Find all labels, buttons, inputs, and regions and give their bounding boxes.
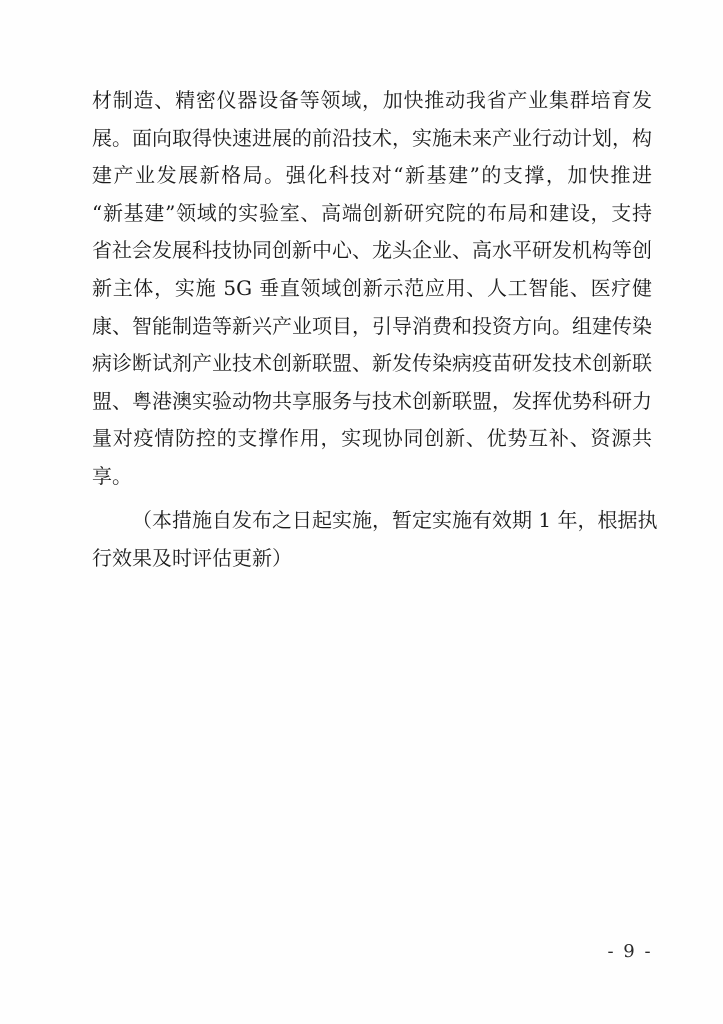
text-line: “新基建”领域的实验室、高端创新研究院的布局和建设，支持 — [92, 200, 652, 225]
body-paragraph — [92, 82, 652, 496]
page-number: - 9 - — [607, 941, 653, 962]
text-line: 病诊断试剂产业技术创新联盟、新发传染病疫苗研发技术创新联 — [92, 351, 652, 376]
text-line: 新主体，实施 5G 垂直领域创新示范应用、人工智能、医疗健 — [92, 275, 652, 300]
text-line: 康、智能制造等新兴产业项目，引导消费和投资方向。组建传染 — [92, 313, 652, 338]
text-line: 展。面向取得快速进展的前沿技术，实施未来产业行动计划，构 — [92, 125, 652, 150]
text-line: 省社会发展科技协同创新中心、龙头企业、高水平研发机构等创 — [92, 238, 652, 263]
effective-period-note — [92, 502, 658, 577]
text-line: 盟、粤港澳实验动物共享服务与技术创新联盟，发挥优势科研力 — [92, 388, 652, 413]
text-line: 量对疫情防控的支撑作用，实现协同创新、优势互补、资源共 — [92, 426, 652, 451]
note-line: 行效果及时评估更新） — [92, 545, 292, 570]
text-line: 建产业发展新格局。强化科技对“新基建”的支撑，加快推进 — [92, 163, 652, 188]
note-line: （本措施自发布之日起实施，暂定实施有效期 1 年，根据执 — [132, 508, 658, 532]
text-line: 材制造、精密仪器设备等领域，加快推动我省产业集群培育发 — [92, 88, 652, 112]
text-line: 享。 — [92, 463, 132, 488]
